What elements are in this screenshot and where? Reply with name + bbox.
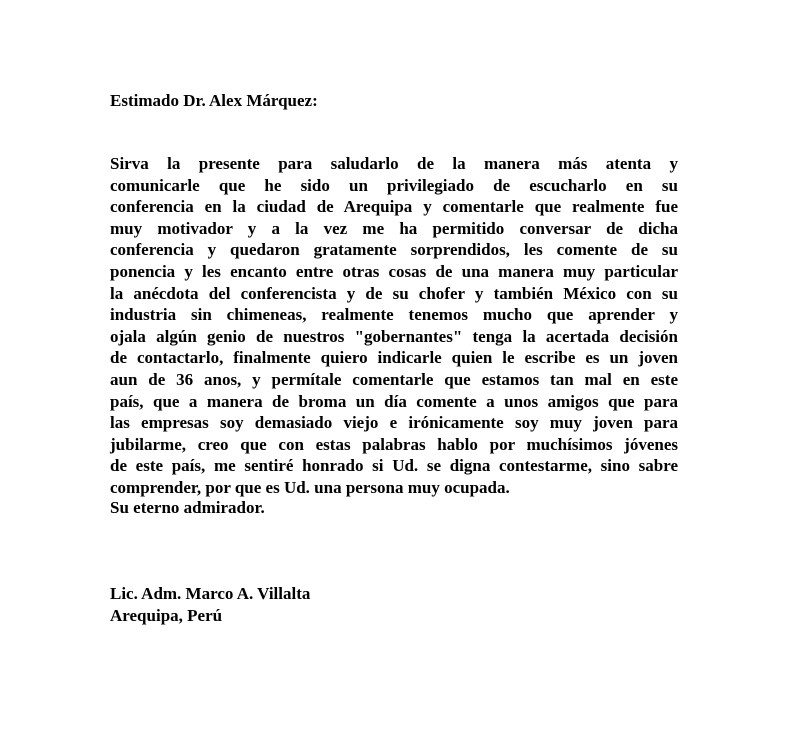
body-line: las empresas soy demasiado viejo e irónicamente soy muy joven para xyxy=(110,413,678,433)
signature-block xyxy=(110,583,310,627)
body-line: conferencia y quedaron gratamente sorprendidos, les comente de su xyxy=(110,240,678,260)
signature-name: Lic. Adm. Marco A. Villalta xyxy=(110,584,311,603)
body-line: la anécdota del conferencista y de su chofer y también México con su xyxy=(110,283,678,303)
body-line: de contactarlo, finalmente quiero indicarle quien le escribe es un joven xyxy=(110,348,678,368)
body-line: ponencia y les encanto entre otras cosas de una manera muy particular xyxy=(110,261,678,281)
body-line: país, que a manera de broma un día comente a unos amigos que para xyxy=(110,391,678,411)
closing: Su eterno admirador. xyxy=(110,498,265,517)
body-line: de este país, me sentiré honrado si Ud. se digna contestarme, sino sabre xyxy=(110,456,678,476)
signature-location: Arequipa, Perú xyxy=(110,606,223,625)
body-line: jubilarme, creo que con estas palabras hablo por muchísimos jóvenes xyxy=(110,434,678,454)
body-line: muy motivador y a la vez me ha permitido conversar de dicha xyxy=(110,218,678,238)
body-line: aun de 36 anos, y permítale comentarle que estamos tan mal en este xyxy=(110,369,678,389)
letter-body xyxy=(110,153,678,499)
salutation: Estimado Dr. Alex Márquez: xyxy=(110,91,318,110)
body-line: industria sin chimeneas, realmente tenemos mucho que aprender y xyxy=(110,305,678,325)
body-line: ojala algún genio de nuestros "gobernantes" tenga la acertada decisión xyxy=(110,326,678,346)
body-line: conferencia en la ciudad de Arequipa y comentarle que realmente fue xyxy=(110,197,678,217)
body-line: comunicarle que he sido un privilegiado de escucharlo en su xyxy=(110,175,678,195)
body-line: Sirva la presente para saludarlo de la manera más atenta y xyxy=(110,154,678,173)
body-line: comprender, por que es Ud. una persona muy ocupada. xyxy=(110,477,510,497)
